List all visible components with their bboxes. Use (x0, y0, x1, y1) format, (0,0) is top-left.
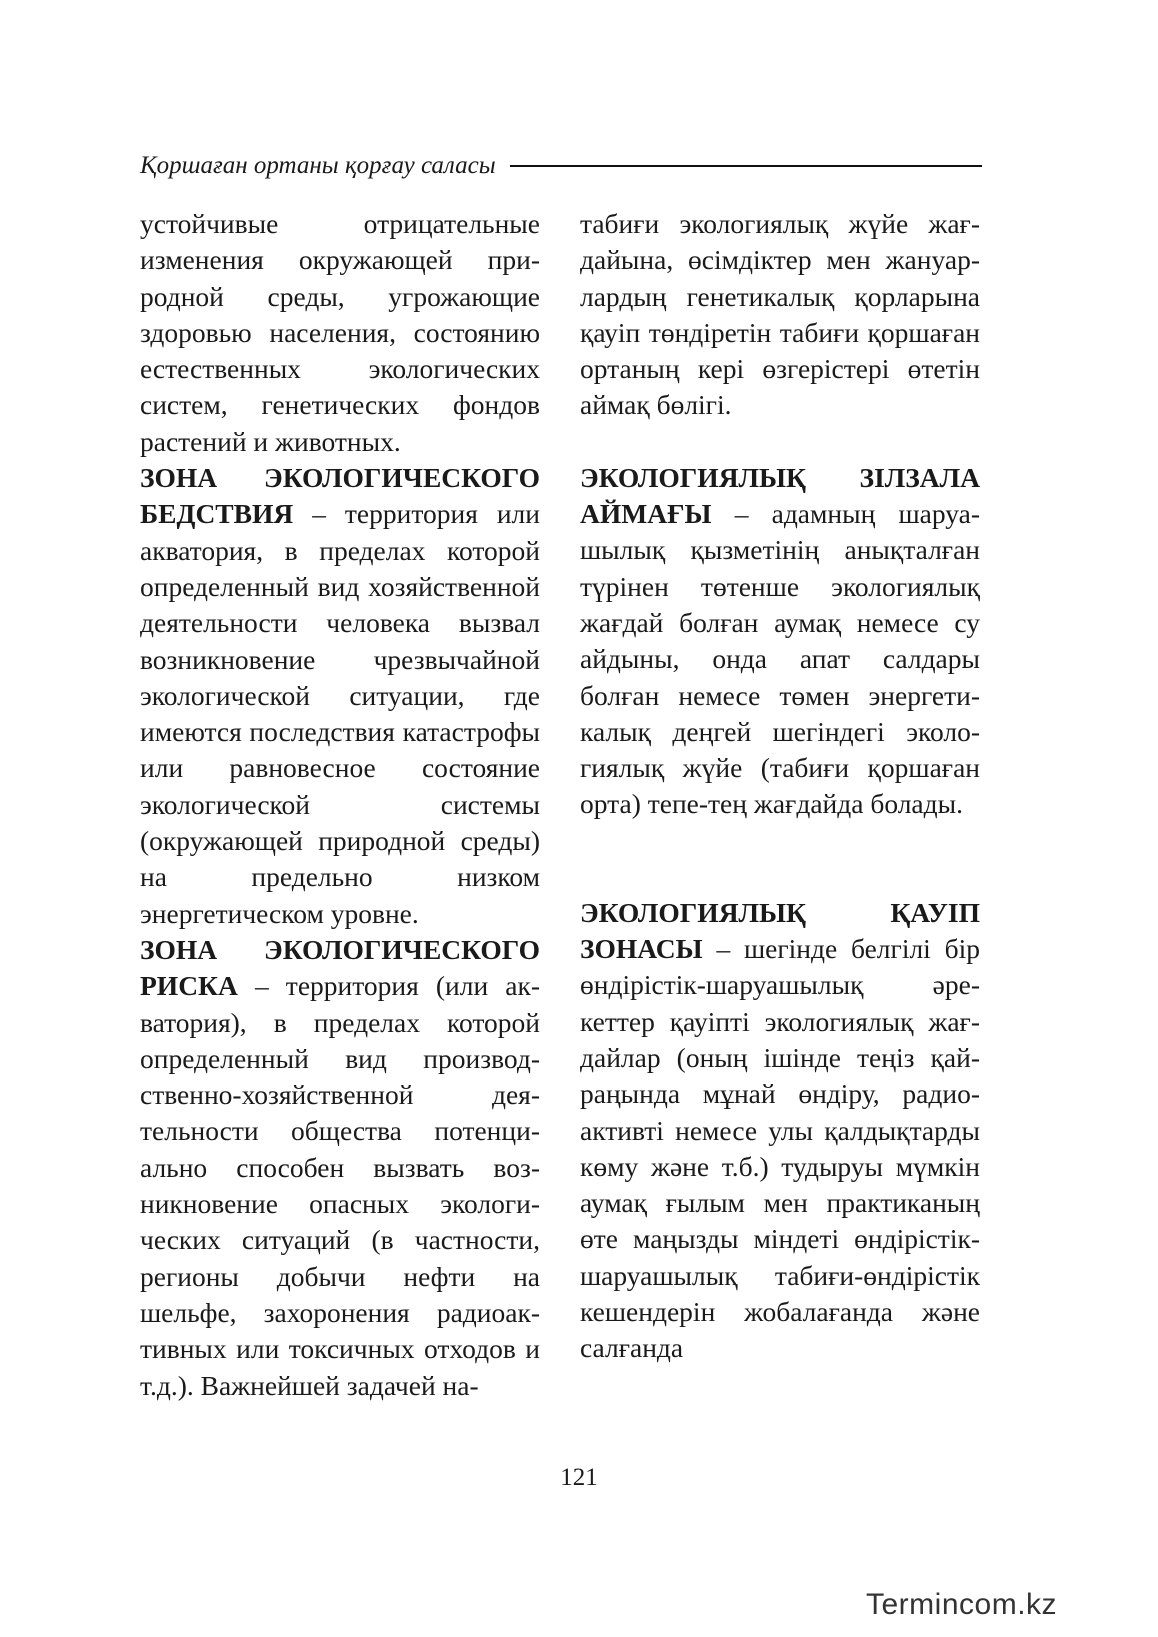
entry-definition: – территория или акватория, в пределах которой определенный вид хозяйственной деятельности человека вызвал возникновение чрезвычайной экологической ситуации, где имеются последствия катастрофы или равновесное состояние экологической системы (окружающей природной среды) на предельно низком энергетическом уровне. (140, 498, 540, 929)
entry-term: ЗОНА ЭКОЛОГИЧЕСКОГО БЕДСТВИЯ (140, 462, 540, 530)
left-column (140, 206, 540, 1404)
entry-term: ЗОНА ЭКОЛОГИЧЕСКОГО РИСКА (140, 933, 540, 1002)
running-header (140, 148, 982, 184)
header-title: Қоршаған ортаны қорғау саласы (140, 152, 496, 179)
entry-definition: – адамның шаруашылық қызметінің анықталған түрінен төтенше экологиялық жағдай болған аумақ немесе су айдыны, онда апат салдары болған немесе төмен энергетикалық деңгей шегіндегі экологиялық жүйе (табиғи қоршаған орта) тепе-тең жағдайда болады. (580, 498, 980, 820)
watermark-logo: Termincom.kz (866, 1588, 1058, 1621)
entry-definition: – шегінде белгілі бір өндірістік-шаруашылық әрекеттер қауіпті экологиялық жағдайлар (оның ішінде теңіз қайраңында мұнай өндіру, радиоактивті немесе улы қалдықтарды көму және т.б.) тудыруы мүмкін аумақ ғылым мен практиканың өте маңызды міндеті өндірістік-шаруашылық табиғи-өндірістік кешендерін жобалағанда және салғанда (580, 933, 980, 1364)
entry-ecological-risk-zone-kz (580, 895, 980, 1367)
header-rule (510, 165, 982, 167)
entry-term: ЭКОЛОГИЯЛЫҚ ЗІЛЗАЛА АЙМАҒЫ (580, 461, 980, 530)
right-column (580, 206, 980, 1367)
left-intro-paragraph: устойчивые отрицательные изменения окружающей природной среды, угрожающие здоровью населения, состоянию естественных экологических систем, генетических фондов растений и животных. (140, 208, 540, 457)
page-number: 121 (560, 1464, 598, 1491)
entry-term: ЭКОЛОГИЯЛЫҚ ҚАУІП ЗОНАСЫ (580, 896, 980, 965)
entry-ecological-disaster-zone-kz (580, 460, 980, 823)
site-watermark (866, 1588, 1136, 1622)
entry-definition: – территория (или акватория), в пределах которой определенный вид производственно-хозяйственной деятельности общества потенциально способен вызвать возникновение опасных экологических ситуаций (в частности, регионы добычи нефти на шельфе, захоронения радиоактивных или токсичных отходов и т.д.). Важнейшей задачей на- (140, 970, 540, 1401)
spacer (580, 823, 980, 895)
entry-zone-ecological-risk (140, 932, 540, 1404)
right-intro-paragraph: табиғи экологиялық жүйе жағдайына, өсімдіктер мен жануарлардың генетикалық қорларына қауіп төндіретін табиғи қоршаған ортаның кері өзгерістері өтетін аймақ бөлігі. (580, 208, 980, 421)
entry-zone-ecological-disaster (140, 460, 540, 932)
spacer (580, 424, 980, 460)
